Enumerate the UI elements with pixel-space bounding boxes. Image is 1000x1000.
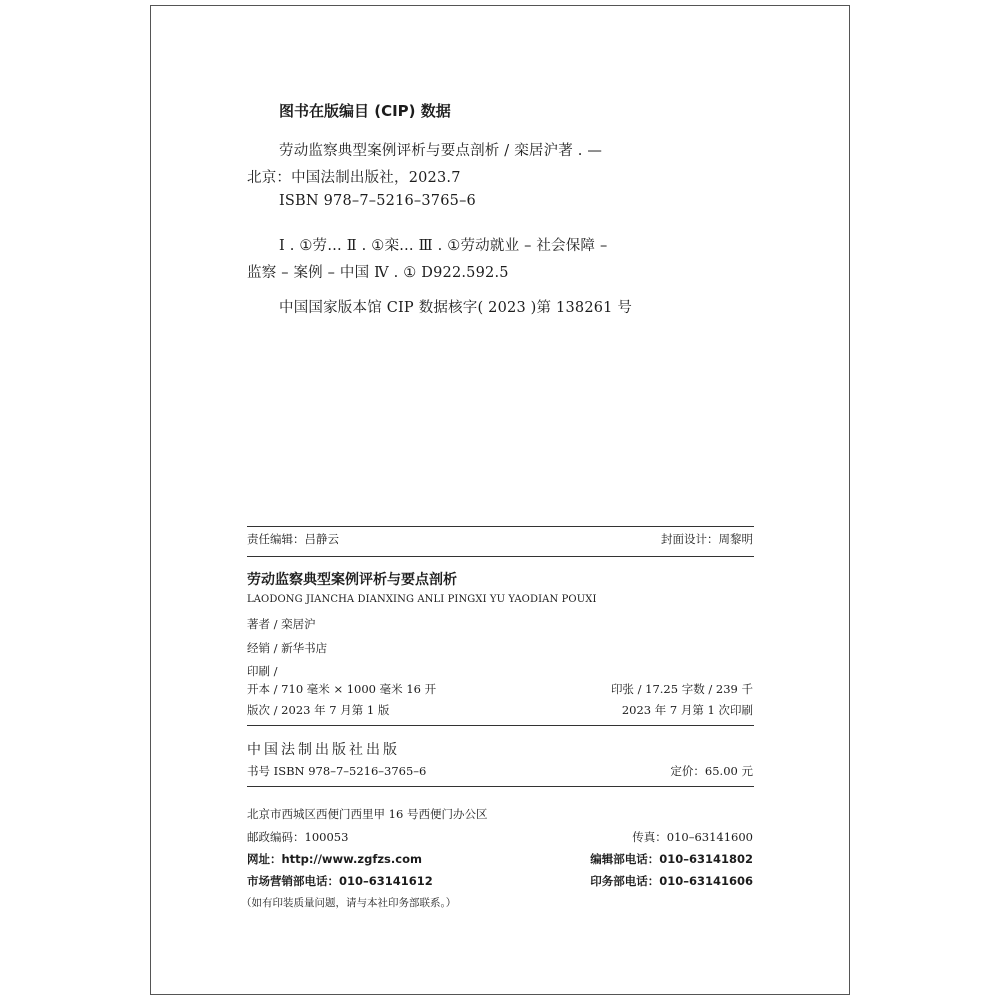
cip-heading: 图书在版编目 (CIP) 数据 (279, 102, 451, 120)
cip-classification-line: Ⅰ . ①劳… Ⅱ . ①栾… Ⅲ . ①劳动就业 – 社会保障 – (279, 238, 608, 254)
edition-divider (247, 725, 754, 726)
printing-line: 2023 年 7 月第 1 次印刷 (621, 703, 753, 717)
postcode-line: 邮政编码：100053 (247, 830, 349, 844)
website-link[interactable]: http://www.zgfzs.com (281, 852, 422, 866)
credits-divider (247, 556, 754, 557)
marketing-phone: 市场营销部电话：010–63141612 (247, 874, 433, 888)
cip-title-line: 劳动监察典型案例评析与要点剖析 / 栾居沪著 . — (279, 143, 603, 159)
address-line: 北京市西城区西便门西里甲 16 号西便门办公区 (247, 807, 488, 821)
publisher-divider (247, 786, 754, 787)
sheets-words-line: 印张 / 17.25 字数 / 239 千 (610, 682, 753, 696)
fax-line: 传真：010–63141600 (632, 830, 753, 844)
editor-credit: 责任编辑：吕静云 (247, 532, 339, 546)
printer-line: 印刷 / (247, 664, 278, 678)
format-line: 开本 / 710 毫米 × 1000 毫米 16 开 (247, 682, 437, 696)
website-line (247, 851, 422, 867)
price-line: 定价：65.00 元 (670, 764, 753, 778)
website-label: 网址： (247, 852, 282, 866)
edition-line: 版次 / 2023 年 7 月第 1 版 (247, 703, 390, 717)
book-title-pinyin: LAODONG JIANCHA DIANXING ANLI PINGXI YU YAODIAN POUXI (247, 594, 597, 605)
cip-publisher-line: 北京：中国法制出版社，2023.7 (247, 170, 461, 186)
quality-note: （如有印装质量问题，请与本社印务部联系。） (241, 897, 457, 909)
cip-record-number: 中国国家版本馆 CIP 数据核字( 2023 )第 138261 号 (279, 300, 633, 316)
copyright-page (150, 5, 850, 995)
distributor-line: 经销 / 新华书店 (247, 641, 328, 655)
publisher-name: 中国法制出版社出版 (247, 742, 400, 758)
isbn-line: 书号 ISBN 978–7–5216–3765–6 (247, 764, 427, 778)
cover-design-credit: 封面设计：周黎明 (661, 532, 753, 546)
book-title: 劳动监察典型案例评析与要点剖析 (247, 572, 457, 588)
top-divider (247, 526, 754, 527)
printing-dept-phone: 印务部电话：010–63141606 (590, 874, 753, 888)
cip-classification-line-2: 监察 – 案例 – 中国 Ⅳ . ① D922.592.5 (247, 265, 509, 281)
author-line: 著者 / 栾居沪 (247, 617, 316, 631)
editorial-phone: 编辑部电话：010–63141802 (590, 852, 753, 866)
cip-isbn-line: ISBN 978–7–5216–3765–6 (279, 193, 476, 209)
